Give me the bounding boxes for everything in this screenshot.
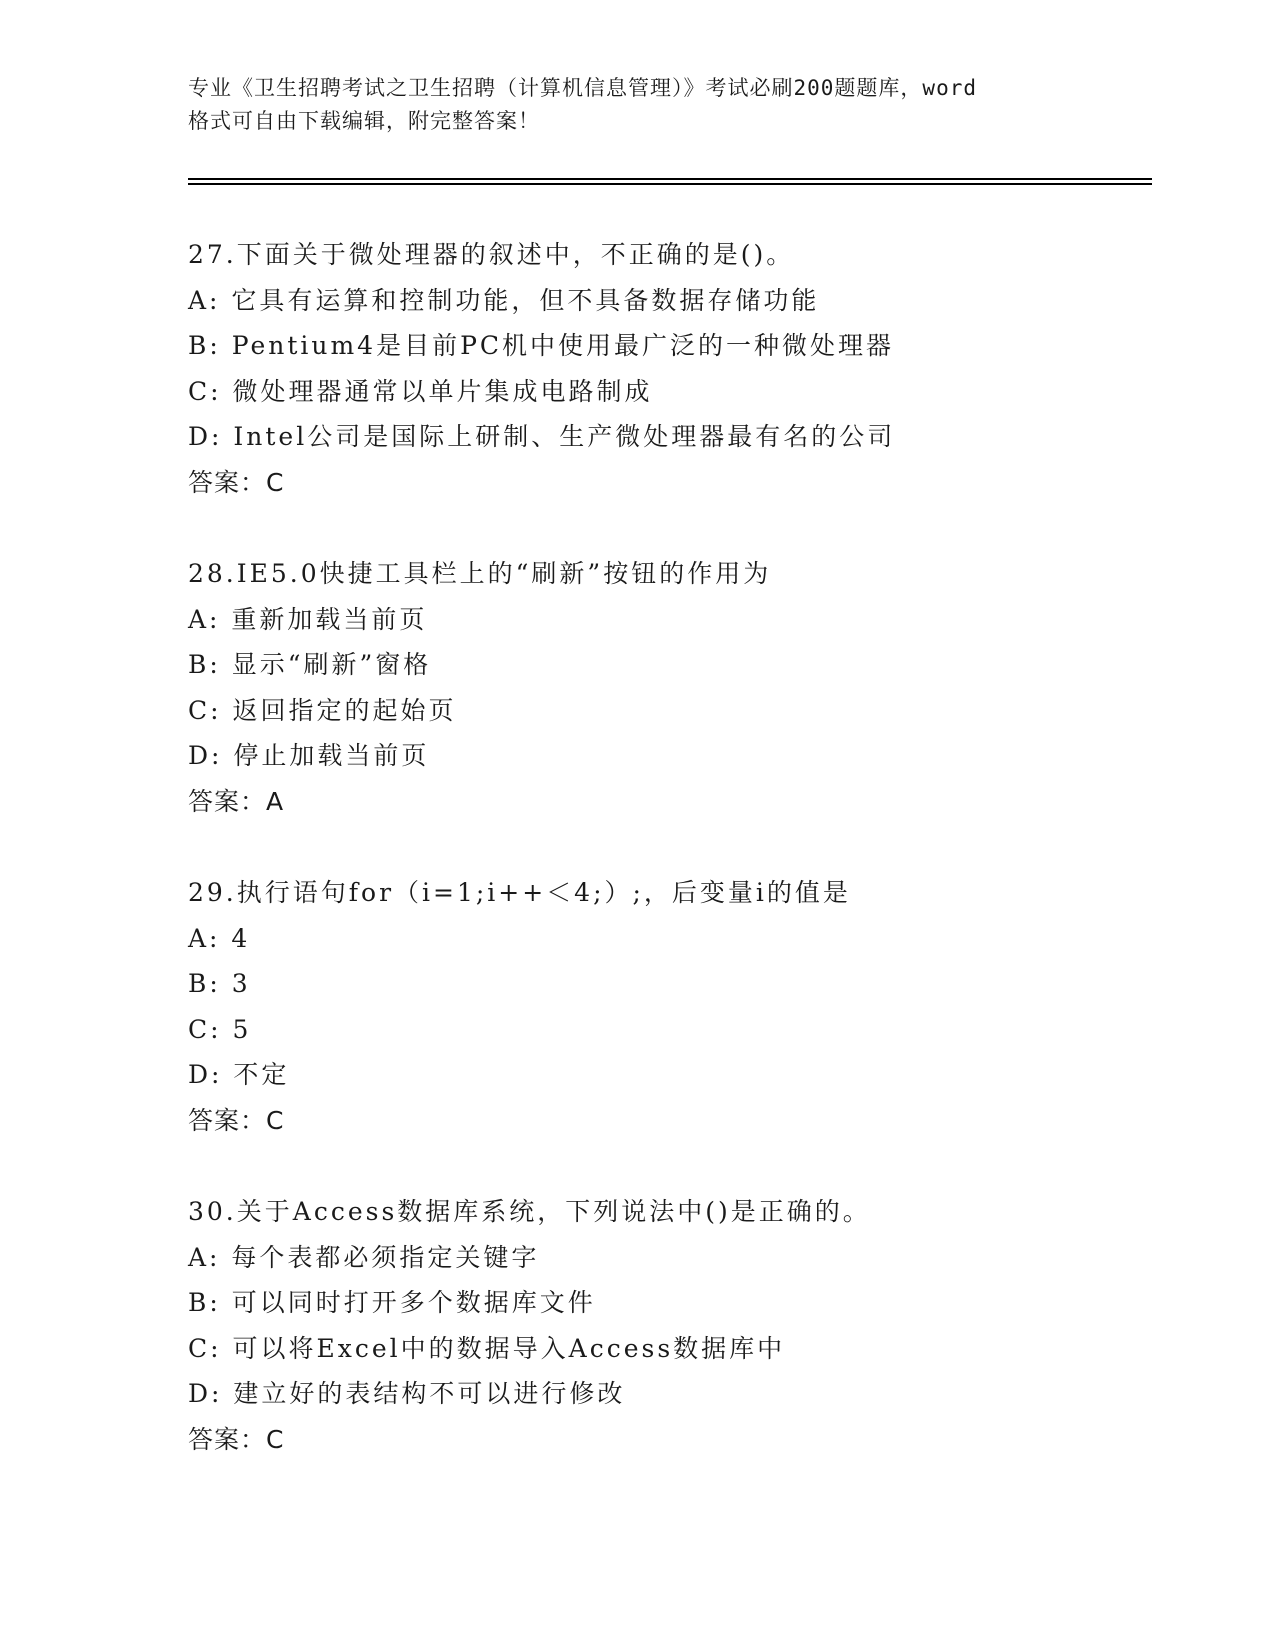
question-29 (188, 870, 1148, 1143)
document-header (188, 72, 1088, 138)
option-d: D: 建立好的表结构不可以进行修改 (188, 1379, 626, 1408)
option-b: B: 可以同时打开多个数据库文件 (188, 1288, 596, 1317)
answer-label: 答案：C (188, 1424, 285, 1454)
option-c: C: 微处理器通常以单片集成电路制成 (188, 376, 653, 406)
option-d: D: Intel公司是国际上研制、生产微处理器最有名的公司 (188, 422, 896, 451)
header-divider-top (188, 178, 1152, 180)
option-b: B: 3 (188, 969, 251, 998)
option-a: A: 它具有运算和控制功能，但不具备数据存储功能 (188, 285, 820, 315)
answer-label: 答案：C (188, 467, 285, 497)
option-b: B: 显示“刷新”窗格 (188, 650, 432, 679)
option-c: C: 可以将Excel中的数据导入Access数据库中 (188, 1333, 786, 1363)
header-line-2: 格式可自由下载编辑，附完整答案！ (188, 109, 540, 133)
option-a: A: 重新加载当前页 (188, 604, 428, 634)
option-a: A: 每个表都必须指定关键字 (188, 1242, 540, 1272)
question-stem: 27.下面关于微处理器的叙述中，不正确的是()。 (188, 240, 795, 269)
header-line-1: 专业《卫生招聘考试之卫生招聘（计算机信息管理）》考试必刷200题题库，word (188, 76, 977, 100)
question-30 (188, 1189, 1148, 1462)
option-c: C: 5 (188, 1014, 252, 1044)
option-c: C: 返回指定的起始页 (188, 695, 457, 725)
option-a: A: 4 (188, 923, 251, 953)
question-27 (188, 232, 1148, 505)
option-d: D: 停止加载当前页 (188, 741, 430, 770)
question-28 (188, 551, 1148, 824)
question-stem: 28.IE5.0快捷工具栏上的“刷新”按钮的作用为 (188, 559, 772, 588)
question-stem: 30.关于Access数据库系统，下列说法中()是正确的。 (188, 1197, 871, 1226)
option-d: D: 不定 (188, 1060, 290, 1089)
answer-label: 答案：A (188, 786, 285, 816)
question-stem: 29.执行语句for（i=1;i++＜4;）;，后变量i的值是 (188, 878, 851, 907)
header-divider-bottom (188, 183, 1152, 185)
answer-label: 答案：C (188, 1105, 285, 1135)
option-b: B: Pentium4是目前PC机中使用最广泛的一种微处理器 (188, 331, 895, 360)
